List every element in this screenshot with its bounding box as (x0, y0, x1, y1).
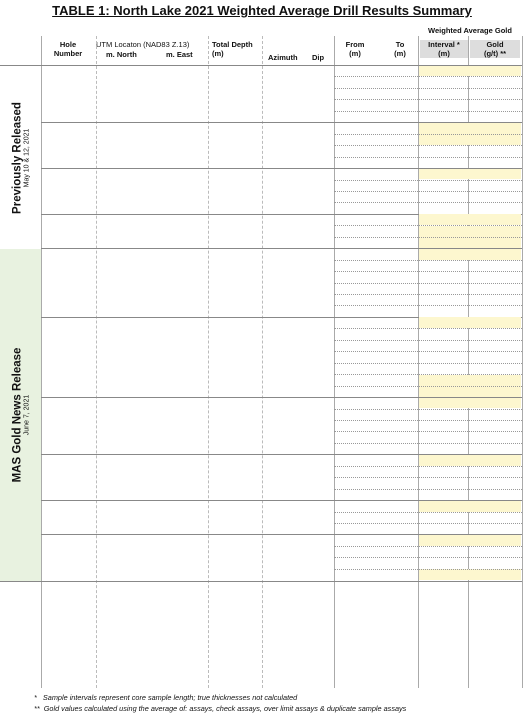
row-separator (334, 546, 522, 547)
north-header: m. North (106, 50, 137, 59)
row-separator (334, 443, 522, 444)
weighted-average-gold-header: Weighted Average Gold (428, 26, 512, 35)
from-header: From (m) (345, 40, 365, 58)
row-separator (334, 420, 522, 421)
interval-header: Interval * (m) (420, 40, 468, 58)
highlight-row (419, 134, 521, 145)
highlight-row (419, 375, 521, 386)
row-separator (334, 305, 522, 306)
section-label (11, 348, 30, 483)
section-band (0, 248, 42, 581)
to-header: To (m) (394, 40, 406, 58)
highlight-row (419, 569, 521, 580)
row-separator (334, 88, 522, 89)
highlight-row (419, 66, 521, 77)
highlight-row (419, 214, 521, 225)
row-separator (334, 111, 522, 112)
highlight-row (419, 226, 521, 237)
column-divider (96, 36, 97, 688)
row-separator (334, 523, 522, 524)
highlight-row (419, 455, 521, 466)
table-title: TABLE 1: North Lake 2021 Weighted Average Drill Results Summary (52, 3, 472, 18)
row-separator (334, 409, 522, 410)
row-separator (334, 145, 522, 146)
row-separator (334, 351, 522, 352)
row-separator (334, 374, 522, 375)
gold-header: Gold (g/t) ** (470, 40, 520, 58)
footnote-interval: * Sample intervals represent core sample length; true thicknesses not calculated (34, 693, 298, 702)
section-date: June 7, 2021 (23, 394, 30, 436)
column-divider (262, 36, 263, 688)
footnotes (34, 692, 406, 714)
row-separator (334, 431, 522, 432)
row-separator (334, 340, 522, 341)
row-separator (334, 260, 522, 261)
total-depth-header: Total Depth (m) (212, 40, 253, 58)
section-band (0, 65, 42, 249)
column-divider (208, 36, 209, 688)
highlight-row (419, 237, 521, 248)
table-bottom-border (0, 581, 522, 582)
row-separator (334, 466, 522, 467)
row-separator (334, 363, 522, 364)
utm-location-header: UTM Locaton (NAD83 Z.13) (96, 40, 190, 49)
row-separator (334, 225, 522, 226)
row-separator (334, 76, 522, 77)
section-name: Previously Released (11, 101, 23, 214)
highlight-row (419, 169, 521, 180)
row-separator (334, 557, 522, 558)
highlight-row (419, 535, 521, 546)
row-separator (334, 489, 522, 490)
row-separator (334, 157, 522, 158)
highlight-row (419, 398, 521, 409)
row-separator (334, 569, 522, 570)
row-separator (334, 512, 522, 513)
row-separator (334, 99, 522, 100)
column-divider (522, 36, 523, 688)
row-separator (334, 191, 522, 192)
column-divider (41, 36, 42, 688)
row-separator (334, 477, 522, 478)
row-separator (334, 328, 522, 329)
row-separator (334, 180, 522, 181)
row-separator (334, 271, 522, 272)
section-label (11, 102, 30, 214)
row-separator (334, 294, 522, 295)
highlight-row (419, 501, 521, 512)
highlight-row (419, 317, 521, 328)
highlight-row (419, 249, 521, 260)
east-header: m. East (166, 50, 193, 59)
highlight-row (419, 123, 521, 134)
hole-number-header: Hole Number (53, 40, 83, 58)
row-separator (334, 283, 522, 284)
row-separator (334, 202, 522, 203)
row-separator (334, 237, 522, 238)
highlight-row (419, 386, 521, 397)
row-separator (334, 134, 522, 135)
dip-header: Dip (312, 53, 325, 62)
section-name: MAS Gold News Release (11, 347, 23, 483)
azimuth-header: Azimuth (268, 53, 298, 62)
section-date: May 10 & 12, 2021 (23, 128, 30, 187)
row-separator (334, 386, 522, 387)
footnote-gold: ** Gold values calculated using the average of: assays, check assays, over limit assays & duplicate sample assays (34, 704, 407, 713)
